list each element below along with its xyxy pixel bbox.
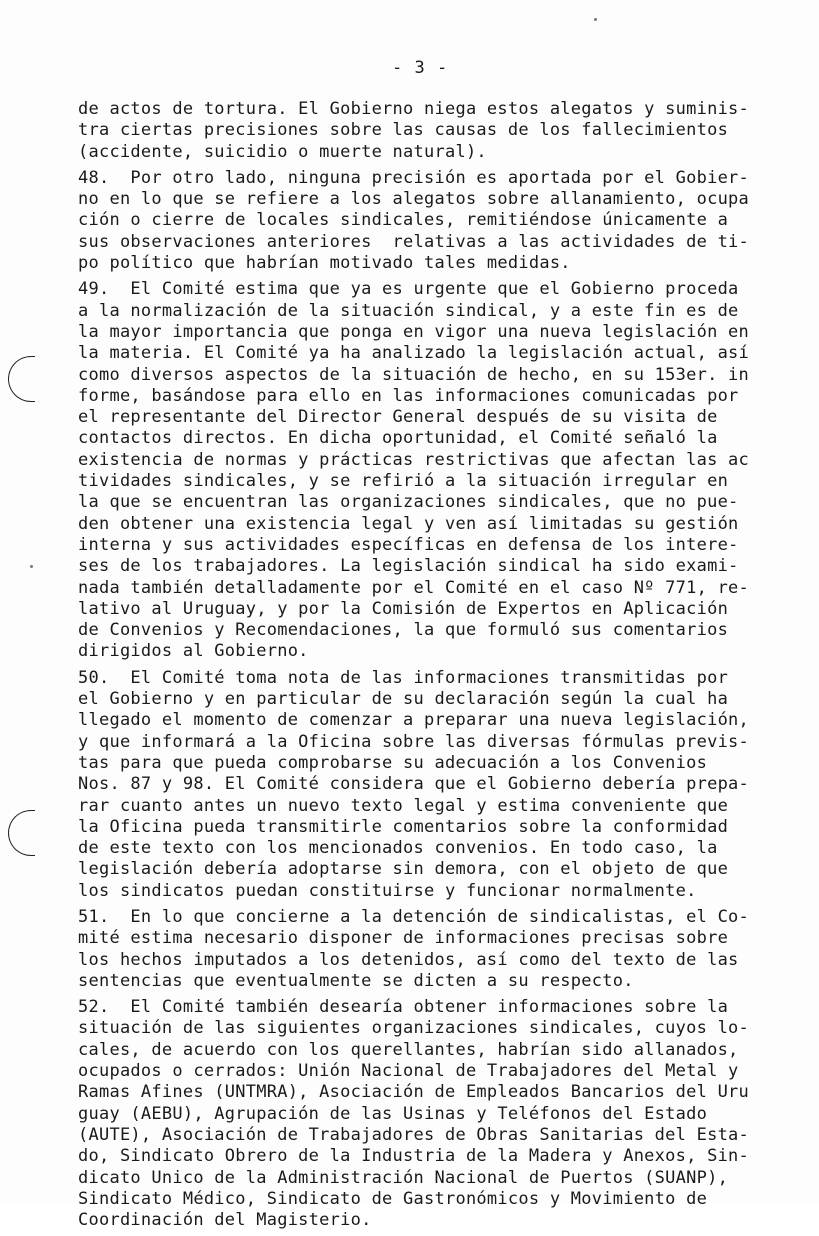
text-line: nada también detalladamente por el Comité en el caso Nº 771, re-	[78, 577, 750, 598]
text-line: de Convenios y Recomendaciones, la que formuló sus comentarios	[78, 620, 729, 641]
text-line: dirigidos al Gobierno.	[78, 641, 309, 662]
text-line: lativo al Uruguay, y por la Comisión de Expertos en Aplicación	[78, 598, 729, 619]
text-line: de actos de tortura. El Gobierno niega estos alegatos y suminis-	[78, 99, 750, 119]
text-line: no en lo que se refiere a los alegatos sobre allanamiento, ocupa	[78, 189, 750, 210]
scan-speck	[30, 565, 33, 568]
text-line: la materia. El Comité ya ha analizado la legislación actual, así	[78, 343, 750, 364]
text-line: rar cuanto antes un nuevo texto legal y estima conveniente que	[78, 795, 729, 816]
text-line: do, Sindicato Obrero de la Industria de la Madera y Anexos, Sin-	[78, 1146, 750, 1167]
paragraph	[78, 168, 758, 274]
text-line: 50. El Comité toma nota de las informaciones transmitidas por	[78, 667, 729, 688]
text-line: guay (AEBU), Agrupación de las Usinas y Teléfonos del Estado	[78, 1103, 708, 1124]
text-line: tra ciertas precisiones sobre las causas de los fallecimientos	[78, 120, 729, 141]
text-line: ses de los trabajadores. La legislación sindical ha sido exami-	[78, 556, 739, 577]
text-line: den obtener una existencia legal y ven así limitadas su gestión	[78, 513, 739, 534]
text-line: tas para que pueda comprobarse su adecuación a los Convenios	[78, 752, 708, 773]
margin-bracket-mark	[8, 356, 35, 402]
text-line: contactos directos. En dicha oportunidad, el Comité señaló la	[78, 428, 718, 449]
text-line: los sindicatos puedan constituirse y funcionar normalmente.	[78, 880, 697, 901]
paragraph	[78, 668, 758, 902]
text-line: existencia de normas y prácticas restrictivas que afectan las ac	[78, 449, 750, 470]
text-line: sentencias que eventualmente se dicten a su respecto.	[78, 970, 634, 991]
text-line: ocupados o cerrados: Unión Nacional de Trabajadores del Metal y	[78, 1061, 739, 1082]
text-line: (AUTE), Asociación de Trabajadores de Obras Sanitarias del Esta-	[78, 1124, 750, 1145]
text-line: interna y sus actividades específicas en defensa de los intere-	[78, 534, 739, 555]
text-line: 52. El Comité también desearía obtener informaciones sobre la	[78, 997, 729, 1018]
text-line: Nos. 87 y 98. El Comité considera que el Gobierno debería prepa-	[78, 774, 750, 795]
paragraph	[78, 279, 758, 662]
margin-bracket-mark	[8, 810, 35, 856]
body-text	[78, 99, 758, 1236]
text-line: sus observaciones anteriores relativas a las actividades de ti-	[78, 231, 750, 252]
text-line: la que se encuentran las organizaciones sindicales, que no pue-	[78, 492, 739, 513]
text-line: Ramas Afines (UNTMRA), Asociación de Empleados Bancarios del Uru	[78, 1082, 750, 1103]
text-line: los hechos imputados a los detenidos, así como del texto de las	[78, 949, 739, 970]
text-line: (accidente, suicidio o muerte natural).	[78, 141, 487, 162]
text-line: el Gobierno y en particular de su declaración según la cual ha	[78, 689, 729, 710]
text-line: a la normalización de la situación sindical, y a este fin es de	[78, 300, 739, 321]
text-line: Coordinación del Magisterio.	[78, 1210, 372, 1231]
paragraph	[78, 997, 758, 1231]
text-line: forme, basándose para ello en las informaciones comunicadas por	[78, 385, 739, 406]
text-line: mité estima necesario disponer de informaciones precisas sobre	[78, 928, 729, 949]
text-line: Sindicato Médico, Sindicato de Gastronómicos y Movimiento de	[78, 1188, 708, 1209]
text-line: cales, de acuerdo con los querellantes, habrían sido allanados,	[78, 1039, 739, 1060]
paragraph	[78, 99, 758, 163]
text-line: situación de las siguientes organizaciones sindicales, cuyos lo-	[78, 1018, 750, 1039]
text-line: 48. Por otro lado, ninguna precisión es aportada por el Gobier-	[78, 167, 750, 188]
text-line: la mayor importancia que ponga en vigor una nueva legislación en	[78, 321, 750, 342]
page-number: - 3 -	[392, 58, 449, 78]
text-line: como diversos aspectos de la situación de hecho, en su 153er. in	[78, 364, 750, 385]
text-line: 51. En lo que concierne a la detención de sindicalistas, el Co-	[78, 906, 750, 927]
text-line: y que informará a la Oficina sobre las diversas fórmulas previs-	[78, 731, 750, 752]
text-line: la Oficina pueda transmitirle comentarios sobre la conformidad	[78, 816, 729, 837]
text-line: llegado el momento de comenzar a preparar una nueva legislación,	[78, 710, 750, 731]
text-line: legislación debería adoptarse sin demora, con el objeto de que	[78, 859, 729, 880]
text-line: ción o cierre de locales sindicales, remitiéndose únicamente a	[78, 210, 729, 231]
text-line: el representante del Director General después de su visita de	[78, 407, 718, 428]
text-line: de este texto con los mencionados convenios. En todo caso, la	[78, 838, 718, 859]
scan-speck	[594, 18, 597, 21]
text-line: po político que habrían motivado tales medidas.	[78, 253, 571, 274]
text-line: dicato Unico de la Administración Nacional de Puertos (SUANP),	[78, 1167, 729, 1188]
text-line: 49. El Comité estima que ya es urgente que el Gobierno proceda	[78, 279, 739, 300]
paragraph	[78, 907, 758, 992]
text-line: tividades sindicales, y se refirió a la situación irregular en	[78, 471, 729, 492]
